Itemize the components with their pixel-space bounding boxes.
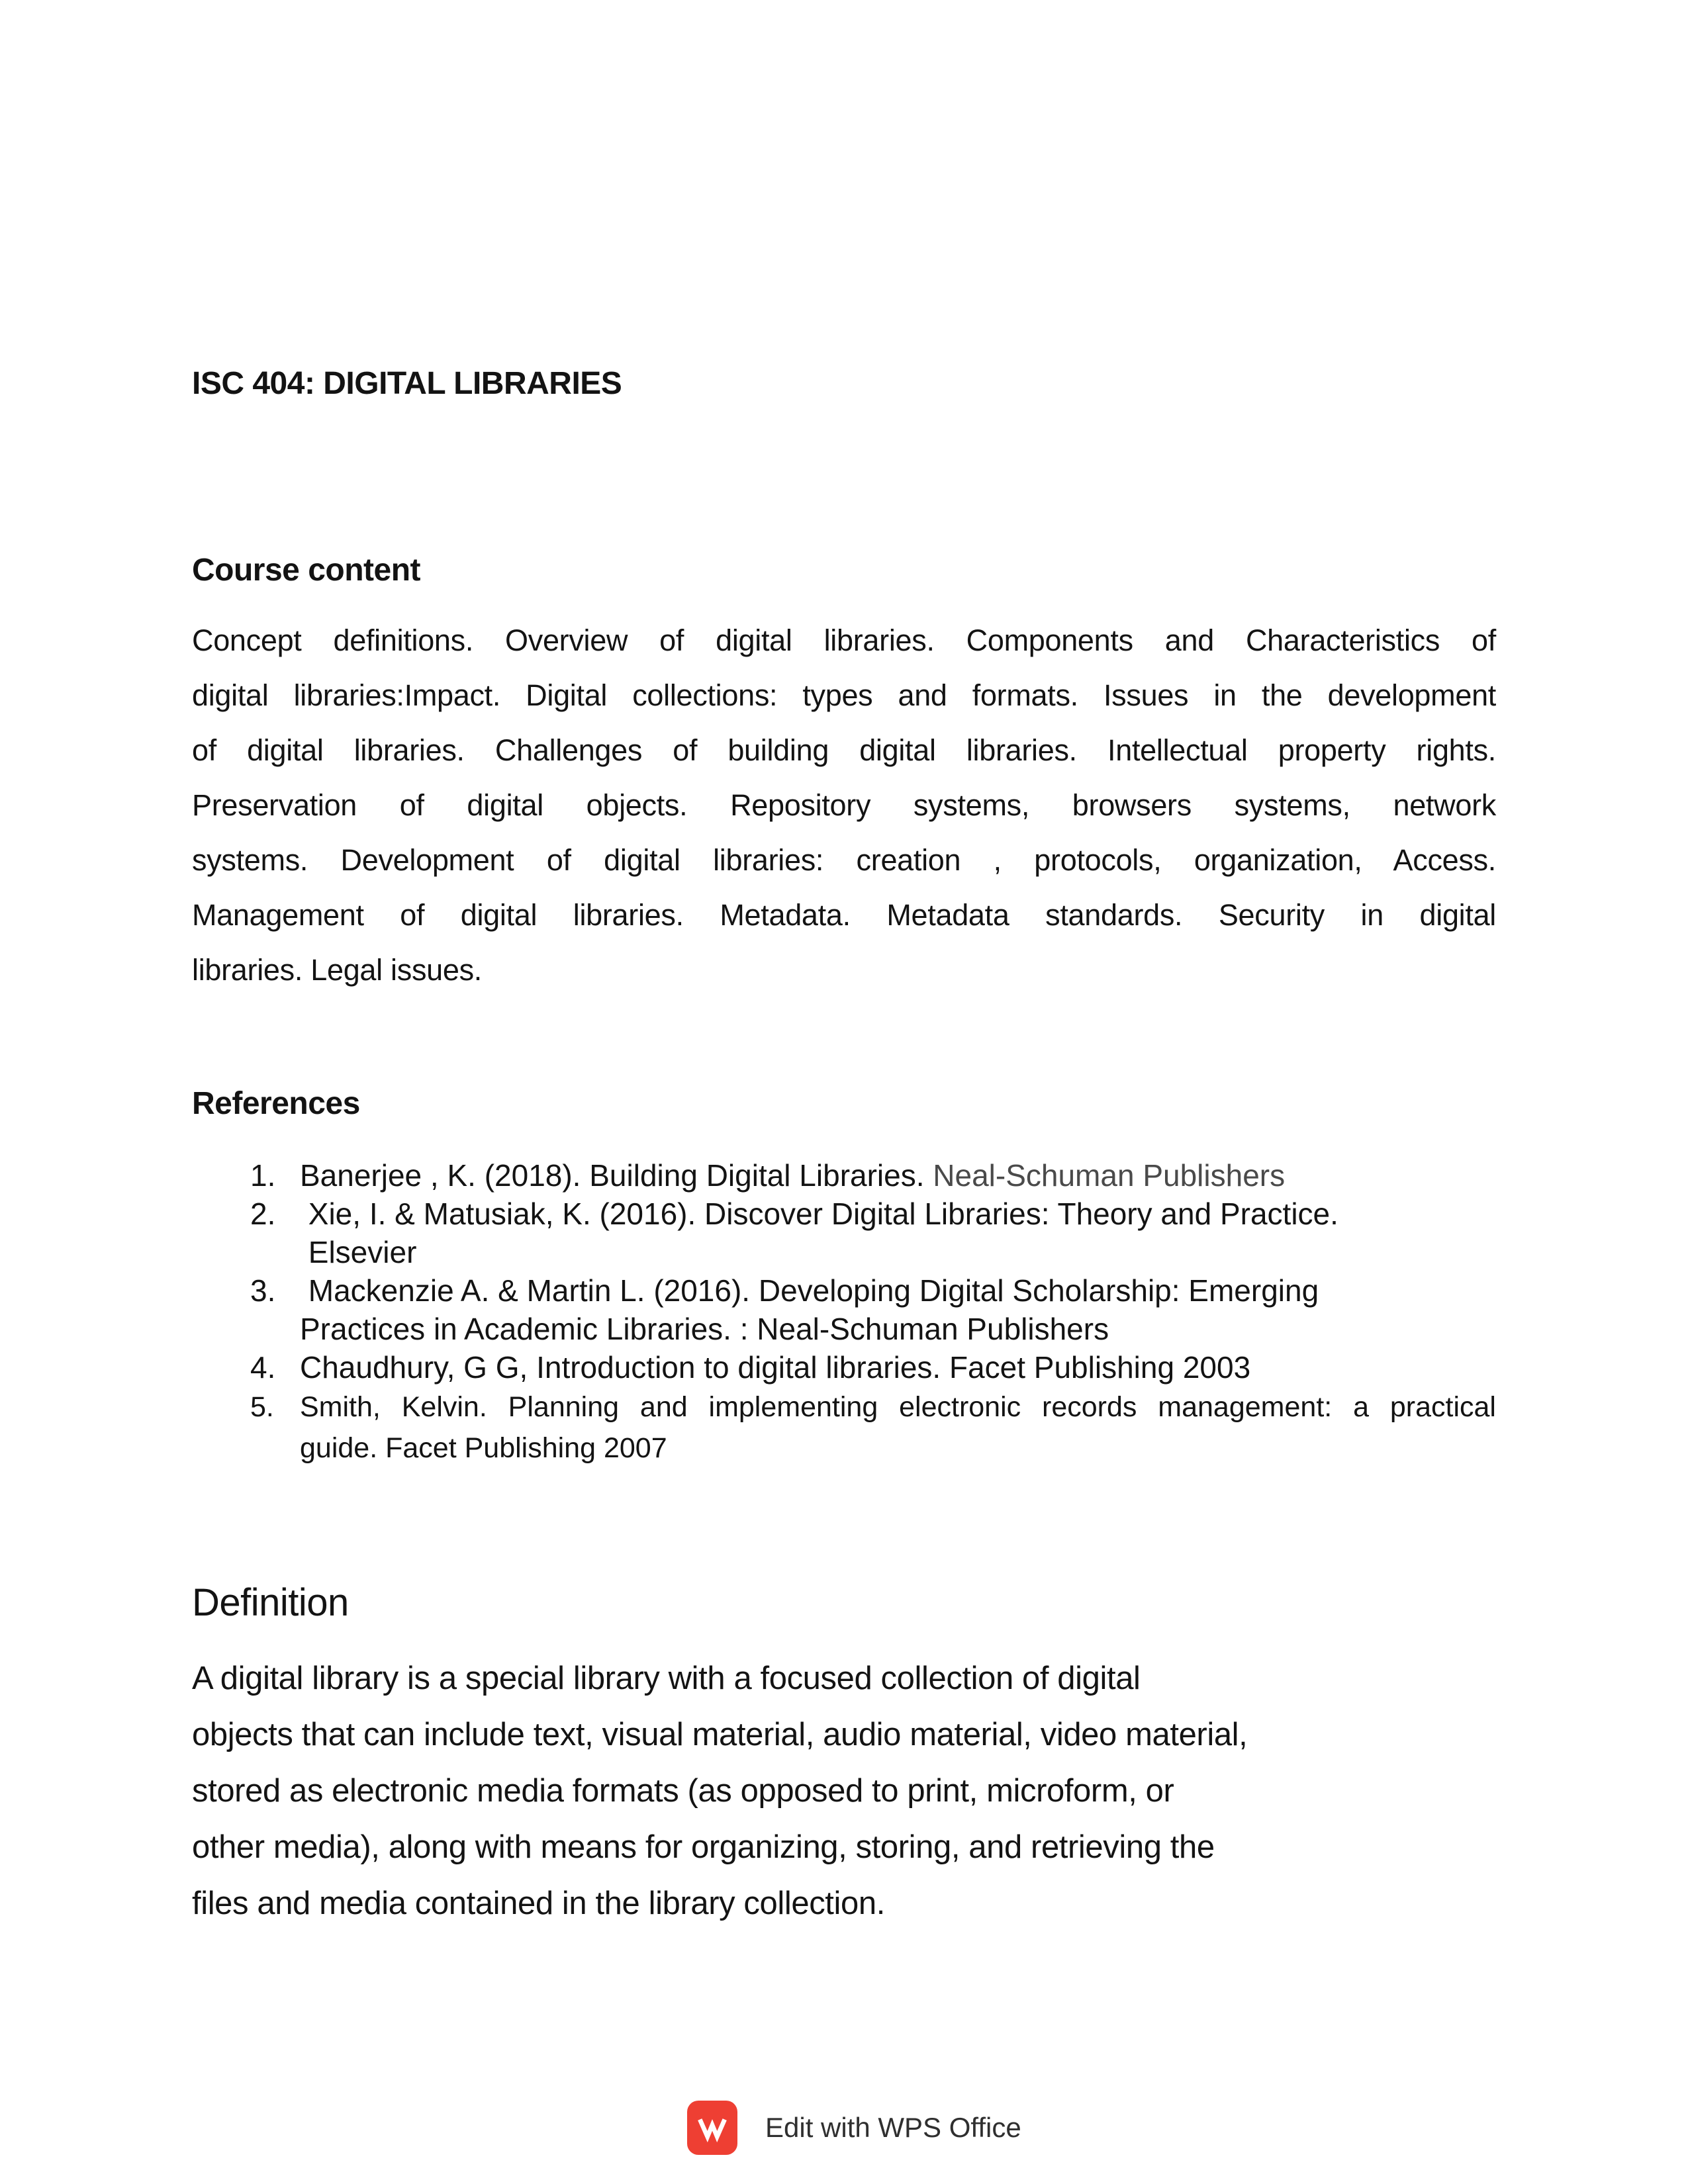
reference-line: [300, 1271, 1496, 1310]
definition-heading: Definition: [192, 1581, 349, 1624]
reference-text: [300, 1156, 1496, 1195]
reference-segment: Elsevier: [300, 1235, 417, 1269]
reference-item: [250, 1348, 1496, 1387]
course-content-paragraph: [192, 613, 1496, 997]
course-content-heading: Course content: [192, 553, 421, 588]
reference-number: 3.: [250, 1273, 276, 1308]
paragraph-line: digital libraries:Impact. Digital collections: types and formats. Issues in the development: [192, 678, 1496, 712]
reference-segment: Banerjee , K. (2018). Building Digital Libraries.: [300, 1158, 933, 1193]
paragraph-line: A digital library is a special library with a focused collection of digital: [192, 1661, 1141, 1696]
reference-segment: Smith, Kelvin. Planning and implementing electronic records management: a practical: [300, 1391, 1496, 1423]
references-list: [250, 1156, 1496, 1469]
reference-line: [300, 1428, 1496, 1469]
reference-item: [250, 1271, 1496, 1348]
reference-line: [300, 1233, 1496, 1271]
wps-office-logo-icon: [687, 2101, 737, 2155]
definition-paragraph: [192, 1651, 1549, 1932]
references-heading: References: [192, 1086, 360, 1121]
publisher-muted-text: Neal-Schuman Publishers: [933, 1158, 1286, 1193]
reference-line: [300, 1310, 1496, 1348]
reference-item: [250, 1387, 1496, 1469]
reference-line: [300, 1156, 1496, 1195]
reference-segment: Chaudhury, G G, Introduction to digital libraries. Facet Publishing 2003: [300, 1350, 1251, 1385]
edit-with-wps-office-link[interactable]: [687, 2101, 1021, 2155]
paragraph-line: systems. Development of digital libraries: creation , protocols, organization, Access.: [192, 843, 1496, 877]
reference-segment: Practices in Academic Libraries. : Neal-Schuman Publishers: [300, 1312, 1109, 1346]
reference-text: [300, 1348, 1496, 1387]
reference-item: [250, 1156, 1496, 1195]
paragraph-line: of digital libraries. Challenges of building digital libraries. Intellectual property rights.: [192, 733, 1496, 767]
paragraph-line: other media), along with means for organizing, storing, and retrieving the: [192, 1829, 1215, 1865]
reference-line: [300, 1195, 1496, 1233]
reference-line: [300, 1348, 1496, 1387]
document-title: ISC 404: DIGITAL LIBRARIES: [192, 366, 622, 401]
reference-number: 1.: [250, 1158, 276, 1193]
reference-segment: Xie, I. & Matusiak, K. (2016). Discover Digital Libraries: Theory and Practice.: [300, 1197, 1338, 1231]
reference-line: [300, 1387, 1496, 1428]
paragraph-line: Preservation of digital objects. Repository systems, browsers systems, network: [192, 788, 1496, 822]
paragraph-line: Management of digital libraries. Metadata. Metadata standards. Security in digital: [192, 898, 1496, 932]
reference-text: [300, 1387, 1496, 1469]
reference-number: 2.: [250, 1197, 276, 1231]
reference-segment: Mackenzie A. & Martin L. (2016). Developing Digital Scholarship: Emerging: [300, 1273, 1319, 1308]
footer-label: Edit with WPS Office: [765, 2112, 1021, 2143]
paragraph-line: files and media contained in the library collection.: [192, 1886, 885, 1921]
reference-segment: guide. Facet Publishing 2007: [300, 1432, 667, 1464]
paragraph-line: objects that can include text, visual material, audio material, video material,: [192, 1717, 1248, 1752]
reference-text: [300, 1271, 1496, 1348]
paragraph-line: libraries. Legal issues.: [192, 953, 483, 987]
reference-text: [300, 1195, 1496, 1271]
paragraph-line: stored as electronic media formats (as opposed to print, microform, or: [192, 1773, 1174, 1809]
reference-number: 4.: [250, 1350, 276, 1385]
reference-number: 5.: [250, 1391, 274, 1423]
reference-item: [250, 1195, 1496, 1271]
paragraph-line: Concept definitions. Overview of digital libraries. Components and Characteristics of: [192, 623, 1496, 657]
